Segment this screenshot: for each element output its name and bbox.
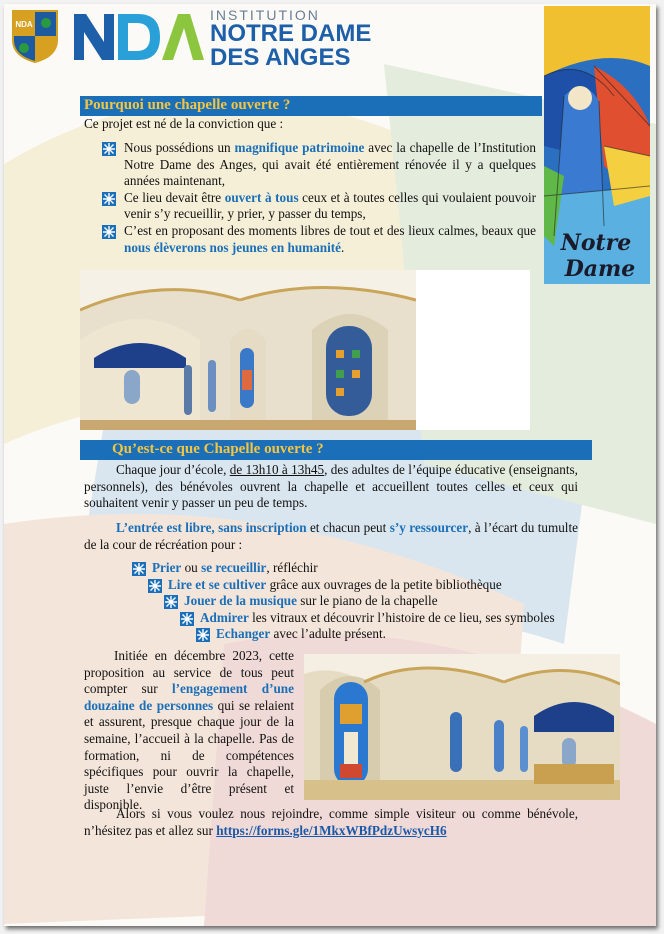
activity-emphasis: se recueillir	[201, 560, 267, 575]
school-name-line1: NOTRE DAME	[210, 20, 372, 47]
section2-heading-bar	[80, 440, 592, 460]
paragraph-emphasis: L’entrée est libre, sans inscription	[116, 520, 307, 535]
snowflake-bullet-icon	[102, 142, 116, 156]
nda-logo	[74, 8, 204, 64]
photo-white-margin	[416, 270, 530, 430]
list-item	[102, 223, 536, 256]
paragraph-text: Chaque jour d’école,	[116, 462, 230, 477]
paragraph-text: , des adultes de l’équipe éducative (enseignants, personnels), des bénévoles ouvrent la chapelle et accueillent toutes celles et ceux qui souhaitent venir y passer un peu de temps.	[84, 462, 578, 511]
bullet-text: ceux et à toutes celles qui voulaient pouvoir venir s’y recueillir, y prier, y passer du temps,	[124, 189, 536, 222]
bullet-text: Nous possédions un	[124, 140, 235, 155]
bullet-emphasis: nous élèverons nos jeunes en humanité	[124, 239, 342, 255]
nda-logo-letters: NDA	[139, 63, 142, 64]
paragraph-text: Alors si vous voulez nous rejoindre, comme simple visiteur ou comme bénévole, n’hésitez pas et allez sur	[84, 806, 578, 838]
chapel-photo-2-image	[304, 654, 620, 800]
crest-monogram: NDA	[15, 20, 33, 29]
chapel-photo-1	[80, 270, 416, 430]
activity-emphasis: Lire et se cultiver	[168, 576, 267, 592]
bullet-emphasis: ouvert à tous	[224, 189, 299, 205]
section1-bullet-list	[102, 140, 536, 256]
vitrail-caption-line2: Dame	[564, 256, 636, 282]
activity-text: , réfléchir	[266, 560, 318, 575]
activities-list	[132, 560, 602, 643]
section2-paragraph-3	[84, 648, 294, 814]
activity-emphasis: Jouer de la musique	[184, 593, 297, 609]
document-page	[4, 4, 656, 926]
institution-wordmark	[210, 8, 371, 70]
stained-glass-image	[544, 6, 650, 284]
section1-title: Pourquoi une chapelle ouverte ?	[84, 97, 291, 113]
list-item	[148, 577, 602, 594]
snowflake-bullet-icon	[102, 225, 116, 239]
paragraph-text: et chacun peut	[306, 520, 390, 535]
opening-hours: de 13h10 à 13h45	[229, 462, 325, 477]
activity-text: grâce aux ouvrages de la petite bibliothèque	[266, 576, 502, 592]
section2-title: Qu’est-ce que Chapelle ouverte ?	[112, 441, 324, 457]
snowflake-bullet-icon	[196, 628, 210, 642]
list-item	[102, 190, 536, 223]
paragraph-emphasis: s’y ressourcer	[389, 520, 469, 535]
chapel-photo-2	[304, 654, 620, 800]
bullet-text: avec la chapelle de l’Institution Notre Dame des Anges, qui avait été entièrement rénovée il y a quelques années maintenant,	[124, 140, 536, 189]
activity-text: avec l’adulte présent.	[270, 626, 386, 642]
list-item	[164, 593, 602, 610]
snowflake-bullet-icon	[102, 192, 116, 206]
activity-emphasis: Admirer	[200, 609, 249, 625]
snowflake-bullet-icon	[180, 612, 194, 626]
paragraph-text: qui se relaient et assurent, presque chaque jour de la semaine, l’accueil à la chapelle. Pas de formation, ni de compétences spécifiques pour ouvrir la chapelle, juste l’envie d’être présent et disponible.	[84, 697, 295, 813]
section2-paragraph-2	[84, 520, 578, 553]
paragraph-text: Initiée en décembre 2023, cette proposition au service de tous peut compter sur	[84, 648, 294, 697]
bullet-emphasis: magnifique patrimoine	[234, 140, 365, 155]
paragraph-emphasis: l’engagement d’une douzaine de personnes	[84, 681, 294, 713]
vitrail-caption-line1: Notre	[560, 230, 632, 256]
list-item	[132, 560, 602, 577]
snowflake-bullet-icon	[164, 595, 178, 609]
list-item	[102, 140, 536, 190]
signup-form-link[interactable]: https://forms.gle/1MkxWBfPdzUwsycH6	[216, 822, 447, 838]
bullet-text: C’est en proposant des moments libres de tout et des lieux calmes, beaux que	[124, 222, 536, 238]
institution-label: INSTITUTION	[210, 7, 320, 23]
section1-intro: Ce projet est né de la conviction que :	[84, 116, 284, 131]
paragraph-text: , à l’écart du tumulte de la cour de récréation pour :	[84, 520, 578, 552]
section2-paragraph-4	[84, 806, 578, 839]
bullet-text: .	[341, 239, 345, 255]
activity-text: sur le piano de la chapelle	[296, 593, 438, 609]
activity-text: ou	[181, 560, 202, 575]
list-item	[180, 610, 602, 627]
section2-paragraph-1	[84, 462, 578, 512]
activity-emphasis: Echanger	[216, 626, 271, 642]
chapel-photo-1-image	[80, 270, 416, 430]
snowflake-bullet-icon	[132, 562, 146, 576]
section1-heading-bar	[80, 96, 542, 116]
bullet-text: Ce lieu devait être	[124, 189, 225, 205]
activity-emphasis: Prier	[152, 560, 182, 575]
school-name-line2: DES ANGES	[210, 44, 351, 71]
activity-text: les vitraux et découvrir l’histoire de ce lieu, ses symboles	[248, 609, 555, 625]
snowflake-bullet-icon	[148, 579, 162, 593]
list-item	[196, 626, 602, 643]
crest-logo	[10, 8, 60, 64]
